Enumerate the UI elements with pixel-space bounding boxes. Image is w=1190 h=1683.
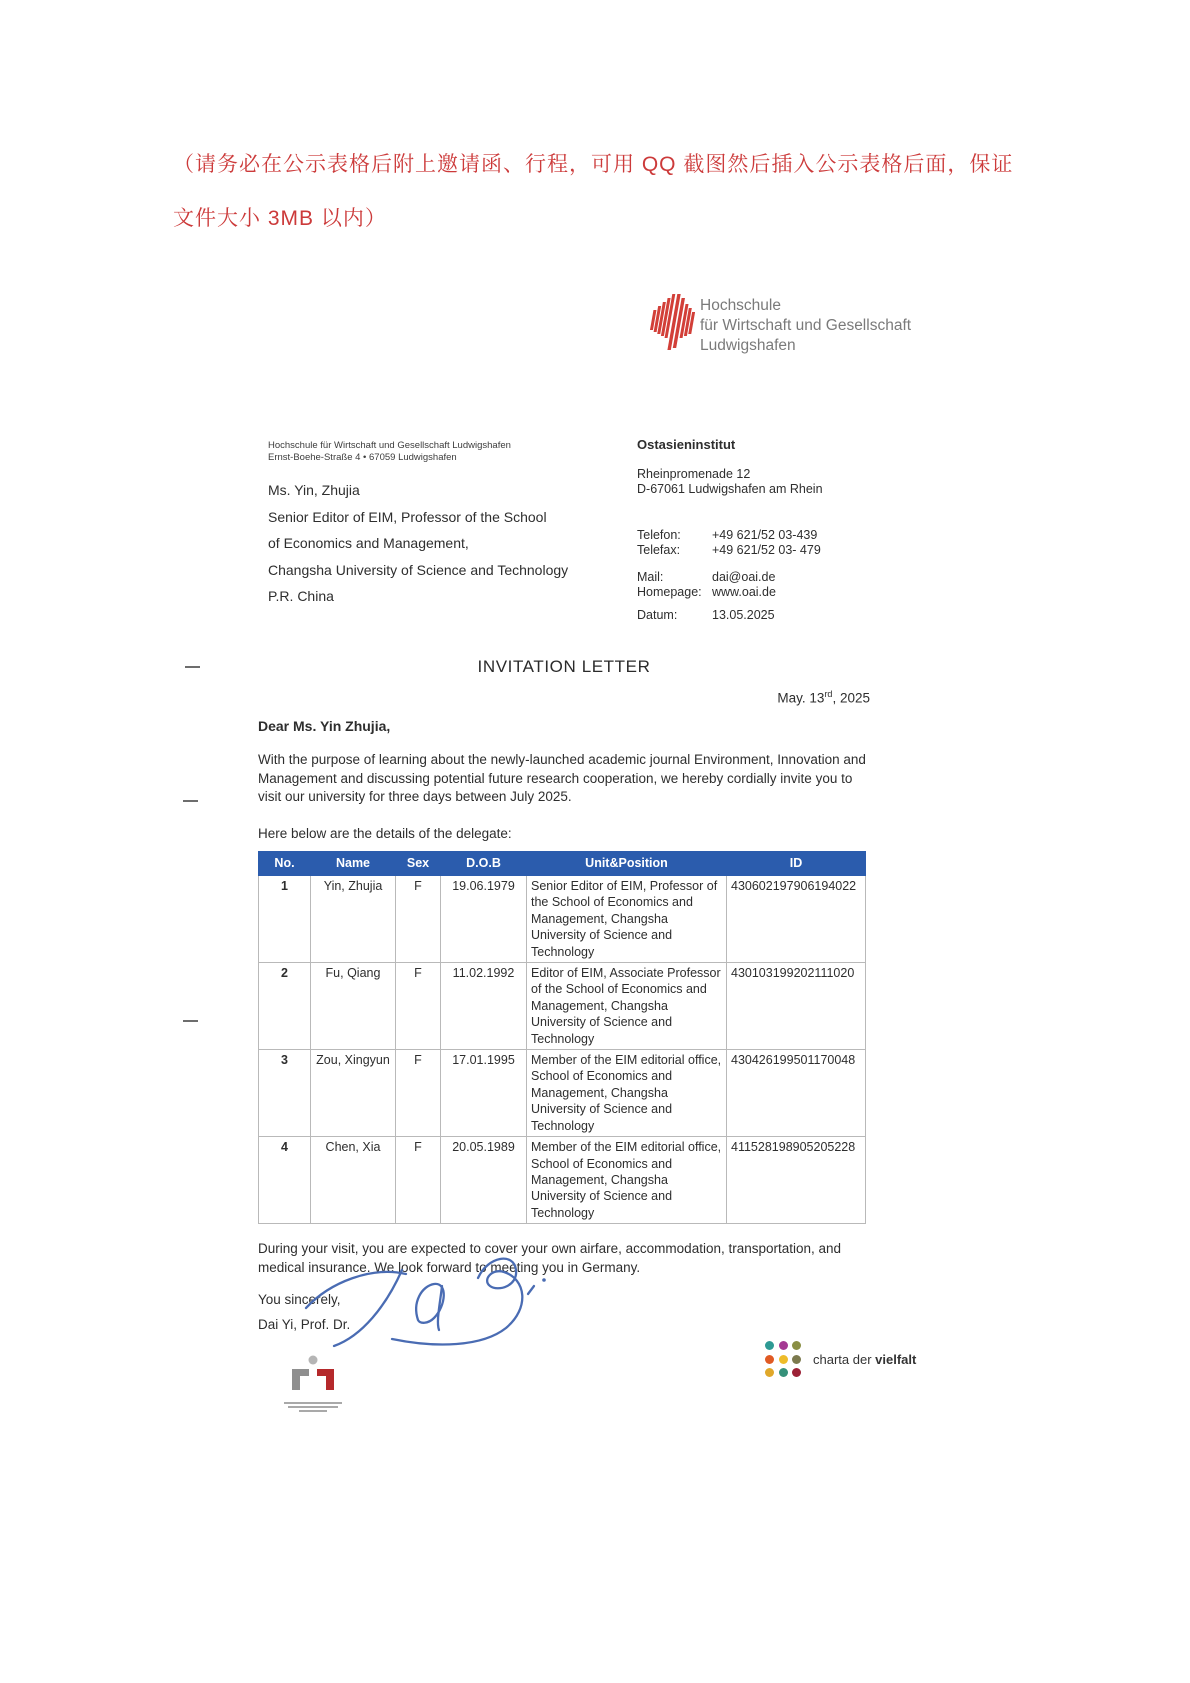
- closing: You sincerely,: [258, 1292, 341, 1307]
- cell-no: 3: [259, 1050, 311, 1137]
- mail-row: [637, 570, 887, 586]
- mail-value: dai@oai.de: [712, 569, 776, 584]
- delegate-table: [258, 851, 866, 1224]
- charta-label-bold: vielfalt: [875, 1351, 917, 1367]
- letter-title: INVITATION LETTER: [477, 657, 651, 676]
- charta-label: [813, 1352, 916, 1367]
- col-header-name: Name: [311, 852, 396, 876]
- recipient-address: [268, 477, 568, 610]
- cell-unit: Member of the EIM editorial office, School of Economics and Management, Changsha University of Science and Technology: [527, 1137, 727, 1224]
- homepage-value: www.oai.de: [712, 585, 776, 599]
- letter-date: [258, 689, 870, 706]
- cell-name: Yin, Zhujia: [311, 876, 396, 963]
- cell-id: 430426199501170048: [727, 1050, 866, 1137]
- cell-no: 4: [259, 1137, 311, 1224]
- telefon-label: Telefon:: [637, 527, 681, 542]
- fold-mark: [185, 666, 200, 668]
- cell-no: 2: [259, 963, 311, 1050]
- delegate-table-header-row: [259, 852, 866, 876]
- letter-date-ordinal: rd: [824, 689, 833, 699]
- telefax-row: [637, 543, 887, 559]
- charta-dots-icon: [765, 1341, 801, 1377]
- cell-id: 411528198905205228: [727, 1137, 866, 1224]
- partner-logo-caption-line: [288, 1406, 338, 1408]
- col-header-unit: Unit&Position: [527, 852, 727, 876]
- partner-logo: [278, 1354, 348, 1412]
- cell-sex: F: [396, 1050, 441, 1137]
- university-logo-text: [700, 296, 911, 356]
- institute-name: Ostasieninstitut: [637, 437, 736, 452]
- charta-label-regular: charta der: [813, 1351, 876, 1367]
- partner-logo-caption-line: [284, 1402, 342, 1404]
- homepage-label: Homepage:: [637, 585, 702, 599]
- recipient-line: Changsha University of Science and Technology: [268, 561, 569, 578]
- table-intro: Here below are the details of the delegate:: [258, 826, 512, 841]
- cell-unit: Member of the EIM editorial office, School of Economics and Management, Changsha University of Science and Technology: [527, 1050, 727, 1137]
- mail-label: Mail:: [637, 569, 664, 584]
- cell-dob: 11.02.1992: [441, 963, 527, 1050]
- chinese-note-line2: 文件大小 3MB 以内）: [173, 207, 387, 230]
- cell-no: 1: [259, 876, 311, 963]
- institute-block: [637, 437, 887, 623]
- brand-line: Ludwigshafen: [700, 337, 796, 354]
- col-header-sex: Sex: [396, 852, 441, 876]
- university-logo: [643, 290, 695, 359]
- cell-dob: 20.05.1989: [441, 1137, 527, 1224]
- recipient-name: Ms. Yin, Zhujia: [268, 482, 360, 498]
- partner-logo-caption-line: [299, 1410, 327, 1412]
- telefax-value: +49 621/52 03- 479: [712, 543, 821, 557]
- recipient-line: Senior Editor of EIM, Professor of the School: [268, 508, 547, 525]
- cell-sex: F: [396, 1137, 441, 1224]
- cell-dob: 19.06.1979: [441, 876, 527, 963]
- cell-name: Zou, Xingyun: [311, 1050, 396, 1137]
- fold-mark: [183, 800, 198, 802]
- col-header-no: No.: [259, 852, 311, 876]
- datum-value: 13.05.2025: [712, 607, 775, 622]
- letter-date-main: May. 13: [777, 690, 825, 706]
- cell-dob: 17.01.1995: [441, 1050, 527, 1137]
- telefon-value: +49 621/52 03-439: [712, 527, 818, 542]
- chinese-note-line1: （请务必在公示表格后附上邀请函、行程，可用 QQ 截图然后插入公示表格后面，保证: [173, 153, 1014, 176]
- partner-logo-icon: [283, 1354, 343, 1400]
- cell-id: 430602197906194022: [727, 876, 866, 963]
- signer-name: Dai Yi, Prof. Dr.: [258, 1317, 351, 1332]
- cell-name: Fu, Qiang: [311, 963, 396, 1050]
- university-logo-mark-icon: [643, 290, 695, 354]
- institute-city: D-67061 Ludwigshafen am Rhein: [637, 482, 823, 496]
- sender-line1: Hochschule für Wirtschaft und Gesellschaft Ludwigshafen: [268, 440, 511, 451]
- cell-sex: F: [396, 876, 441, 963]
- datum-row: [637, 608, 887, 624]
- cell-name: Chen, Xia: [311, 1137, 396, 1224]
- sender-return-address: [268, 440, 511, 464]
- table-row: [259, 1137, 866, 1224]
- cell-id: 430103199202111020: [727, 963, 866, 1050]
- cell-unit: Senior Editor of EIM, Professor of the School of Economics and Management, Changsha University of Science and Technology: [527, 876, 727, 963]
- sender-line2: Ernst-Boehe-Straße 4 • 67059 Ludwigshafen: [268, 452, 457, 463]
- brand-line: für Wirtschaft und Gesellschaft: [700, 317, 912, 334]
- fold-mark: [183, 1020, 198, 1022]
- recipient-line: of Economics and Management,: [268, 535, 469, 551]
- cell-sex: F: [396, 963, 441, 1050]
- homepage-row: [637, 585, 887, 601]
- table-row: [259, 876, 866, 963]
- paragraph-purpose: With the purpose of learning about the newly-launched academic journal Environment, Innovation and Management and discussing potential future research cooperation, we hereby cordially invite you to visit our university for three days between July 2025.: [258, 752, 866, 804]
- cell-unit: Editor of EIM, Associate Professor of the School of Economics and Management, Changsha University of Science and Technology: [527, 963, 727, 1050]
- telefon-row: [637, 528, 887, 544]
- paragraph-conditions: During your visit, you are expected to cover your own airfare, accommodation, transportation, and medical insurance. We look forward to meeting you in Germany.: [258, 1241, 842, 1275]
- col-header-id: ID: [727, 852, 866, 876]
- institute-street: Rheinpromenade 12: [637, 466, 751, 481]
- handwritten-signature: [300, 1248, 590, 1368]
- datum-label: Datum:: [637, 607, 678, 622]
- recipient-line: P.R. China: [268, 588, 334, 604]
- charta-der-vielfalt-logo: [765, 1341, 916, 1377]
- letter-date-tail: , 2025: [832, 690, 870, 706]
- telefax-label: Telefax:: [637, 543, 681, 557]
- table-row: [259, 963, 866, 1050]
- col-header-dob: D.O.B: [441, 852, 527, 876]
- table-row: [259, 1050, 866, 1137]
- brand-line: Hochschule: [700, 297, 781, 314]
- salutation: Dear Ms. Yin Zhujia,: [258, 718, 391, 734]
